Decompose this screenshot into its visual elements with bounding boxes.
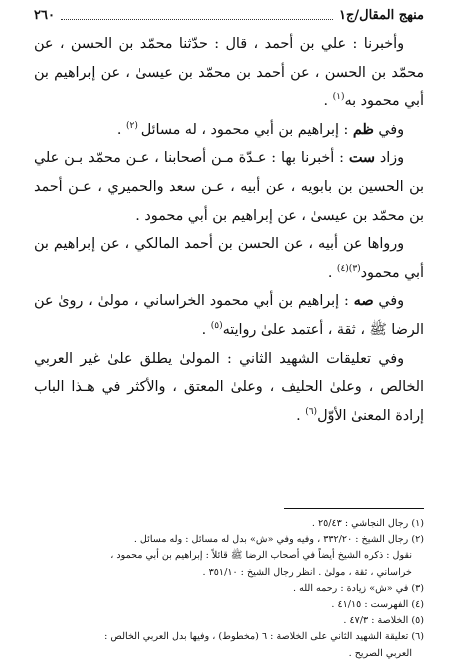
footnote-ref-3: (٣) [348,263,361,274]
page-number: ٢٦٠ [34,7,55,23]
main-text [34,30,424,430]
footnote-2: (٢) رجال الشيخ : ٣٣٢/٢٠ ، وفيه وفي «ش» بدل له مسائل : وله مسائل . [133,534,424,546]
p6-text: وفي تعليقات الشهيد الثاني : المولىٰ يطلق علىٰ غير العربي الخالص ، وعلىٰ الحليف ، وعلىٰ المعتق ، والأكثر في هـذا الباب إرادة المعنىٰ الأوّل [34,350,424,424]
footnote-5: (٥) الخلاصة : ٤٧/٣ . [343,615,424,627]
p2-text: : إبراهيم بن أبي محمود ، له مسائل [140,121,353,138]
p1-end: . [323,93,333,110]
paragraph-3 [34,144,424,230]
footnote-divider [284,508,424,509]
header-dots [61,11,333,20]
paragraph-2 [34,116,424,145]
footnote-2-note: نقول : ذكره الشيخ أيضاً في أصحاب الرضا ﷺ قائلاً : إبراهيم بن أبي محمود ، [110,550,412,562]
footnote-2-note-cont: خراساني ، ثقة ، مولىٰ . انظر رجال الشيخ : ٣٥١/١٠ . [202,566,412,578]
footnote-4: (٤) الفهرست : ٤١/١٥ . [331,599,424,611]
p1-text: وأخبرنا : علي بن أحمد ، قال : حدّثنا محمّد بن الحسن ، عن محمّد بن الحسن ، عن أحمد بن محمّد بن عيسىٰ ، عن إبراهيم بن أبي محمود به [34,36,424,110]
paragraph-6 [34,345,424,431]
footnotes [34,516,424,662]
abbr-sh: صه [353,293,374,310]
p2-end: . [116,121,126,138]
p6-end: . [296,407,306,424]
footnote-ref-1: (١) [332,92,345,103]
running-header [34,6,424,24]
running-title: منهج المقال/ج١ [339,7,424,23]
p2-lead: وفي [373,121,404,138]
p4-end: . [327,264,337,281]
footnote-ref-6: (٦) [305,406,318,417]
footnote-1: (١) رجال النجاشي : ٢٥/٤٣ . [311,518,424,529]
footnote-6-cont: العربي الصريح . [348,647,412,659]
p5-end: . [201,321,211,338]
footnote-ref-5: (٥) [210,321,223,332]
footnote-6: (٦) تعليقة الشهيد الثاني على الخلاصة : ٦ (مخطوط) ، وفيها بدل العربي الخالص : [104,631,424,643]
p5-lead: وفي [373,293,404,310]
footnote-ref-4: (٤) [336,263,349,274]
p3-text: : أخبرنا بها : عـدّة مـن أصحابنا ، عـن محمّد بـن علي بن الحسين بن بابويه ، عن أبيه ، عـن سعد والحميري ، عـن أحمد بن محمّد بن عيسىٰ ، عن إبراهيم بن أبي محمود . [34,150,424,224]
p4-text: ورواها عن أبيه ، عن الحسن بن أحمد المالكي ، عن إبراهيم بن أبي محمود [34,236,424,281]
p5-text: : إبراهيم بن أبي محمود الخراساني ، مولىٰ ، روىٰ عن الرضا ﷺ ، ثقة ، أعتمد علىٰ روايته [34,293,424,338]
footnote-ref-2: (٢) [125,121,141,132]
footnote-3: (٣) في «ش» زيادة : رحمه الله . [293,582,424,594]
paragraph-4 [34,230,424,287]
paragraph-5 [34,287,424,344]
paragraph-1 [34,30,424,116]
p3-lead: وزاد [374,150,404,167]
abbr-zm: ظم [352,121,374,138]
abbr-st: ست [348,150,375,167]
